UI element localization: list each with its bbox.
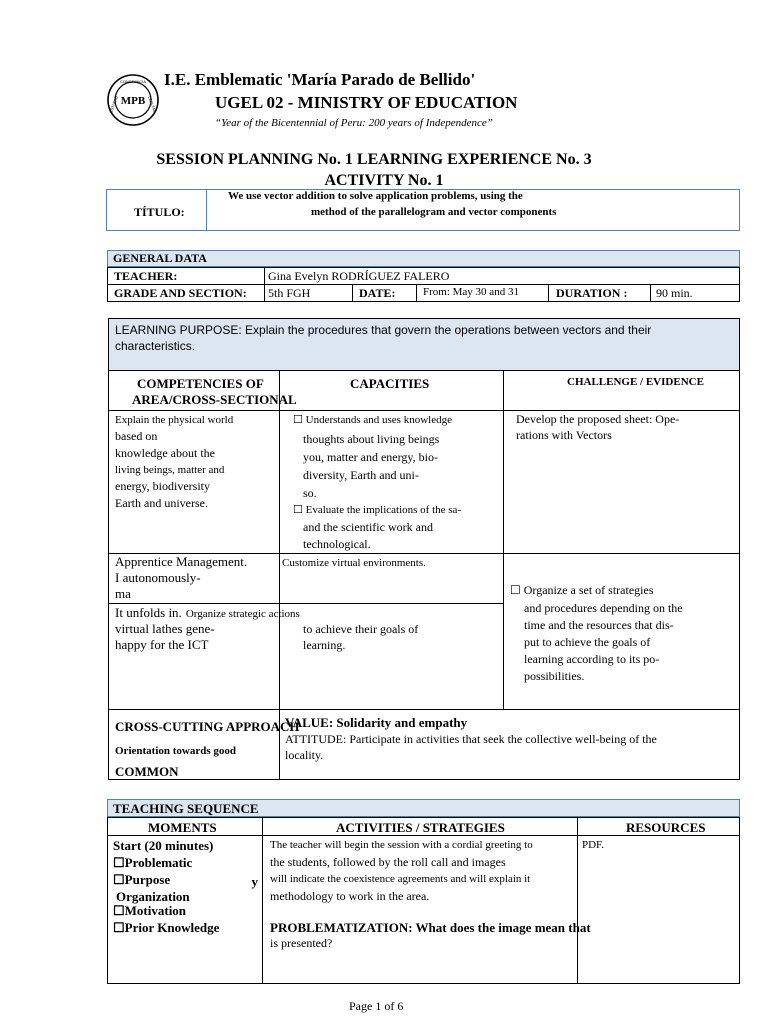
school-name: I.E. Emblematic 'María Parado de Bellido' — [164, 70, 476, 89]
row2-capacity: Customize virtual environments. — [282, 557, 426, 569]
grade-label: GRADE AND SECTION: — [114, 286, 247, 300]
activities-text: The teacher will begin the session with a cordial greeting to the students, followed by the roll call and images will indicate the coexistence agreements and will explain it methodology to work in the area. — [270, 839, 533, 903]
moments-list: Start (20 minutes) ☐Problematic ☐Purpose y Organization ☐Motivation ☐Prior Knowledge — [113, 838, 258, 935]
problematization-question-cont: is presented? — [270, 936, 333, 950]
row1-capacity-2-first: ☐ Evaluate the implications of the sa- — [293, 504, 462, 516]
row1-capacity-2: and the scientific work and technological. — [303, 520, 433, 551]
year-motto: “Year of the Bicentennial of Peru: 200 years of Independence” — [215, 117, 493, 129]
row3-competency: virtual lathes gene- happy for the ICT — [115, 621, 215, 652]
col-capacities: CAPACITIES — [350, 376, 430, 391]
ugel-title: UGEL 02 - MINISTRY OF EDUCATION — [215, 93, 518, 112]
titulo-line-1: We use vector addition to solve application problems, using the — [228, 190, 523, 202]
checkbox-icon: ☐ — [113, 872, 125, 887]
titulo-line-2: method of the parallelogram and vector components — [311, 206, 557, 218]
col-activities: ACTIVITIES / STRATEGIES — [336, 820, 505, 835]
resources-pdf: PDF. — [582, 839, 605, 851]
col-challenge: CHALLENGE / EVIDENCE — [567, 376, 704, 388]
general-data-heading: GENERAL DATA — [113, 251, 207, 265]
cross-cutting-label: CROSS-CUTTING APPROACH — [115, 719, 300, 734]
checkbox-icon: ☐ — [113, 903, 125, 918]
date-label: DATE: — [359, 286, 396, 300]
session-title: SESSION PLANNING No. 1 LEARNING EXPERIENCE No. 3 — [156, 151, 592, 168]
row3-competency-1: It unfolds in. Organize strategic actions — [115, 605, 300, 620]
duration-value: 90 min. — [656, 286, 693, 300]
col-moments: MOMENTS — [148, 820, 217, 835]
cross-cutting-common: COMMON — [115, 764, 179, 779]
cross-cutting-attitude-1: ATTITUDE: Participate in activities that seek the collective well-being of the — [285, 732, 657, 746]
row1-challenge: Develop the proposed sheet: Ope- rations with Vectors — [516, 412, 680, 442]
titulo-label: TÍTULO: — [134, 205, 185, 219]
cross-cutting-attitude-2: locality. — [285, 748, 324, 762]
grade-value: 5th FGH — [268, 286, 311, 300]
row1-capacity-1-first: ☐ Understands and uses knowledge — [293, 414, 452, 426]
cross-cutting-orientation: Orientation towards good — [115, 745, 236, 757]
checkbox-icon: ☐ — [293, 504, 303, 516]
svg-text:ESTUDIO: ESTUDIO — [108, 95, 119, 114]
row3-challenge: and procedures depending on the time and the resources that dis- put to achieve the goals of learning according to its po- possibilities. — [524, 601, 683, 683]
problematization-question: PROBLEMATIZATION: What does the image mean that — [270, 920, 591, 935]
checkbox-icon: ☐ — [293, 414, 303, 426]
date-value: From: May 30 and 31 — [423, 286, 519, 298]
row3-capacity: to achieve their goals of learning. — [303, 622, 419, 652]
row1-capacity-1: thoughts about living beings you, matter and energy, bio- diversity, Earth and uni- so. — [303, 432, 440, 500]
checkbox-icon: ☐ — [113, 920, 125, 935]
svg-text:CONSTANCIA: CONSTANCIA — [120, 79, 146, 84]
svg-text:MPB: MPB — [120, 95, 146, 107]
teacher-value: Gina Evelyn RODRÍGUEZ FALERO — [268, 269, 450, 283]
learning-purpose-line-2: characteristics. — [115, 339, 196, 353]
duration-label: DURATION : — [556, 286, 628, 300]
svg-text:LEALTAD: LEALTAD — [147, 95, 158, 114]
row2-competency: Apprentice Management. I autonomously- ma — [115, 554, 248, 601]
activity-title: ACTIVITY No. 1 — [324, 172, 444, 189]
col-competencies-1: COMPETENCIES OF — [137, 376, 264, 391]
page-number: Page 1 of 6 — [349, 999, 404, 1013]
teacher-label: TEACHER: — [114, 269, 178, 283]
cross-cutting-value: VALUE: Solidarity and empathy — [285, 715, 468, 730]
checkbox-icon: ☐ — [113, 855, 125, 870]
col-resources: RESOURCES — [626, 820, 706, 835]
col-competencies-2: AREA/CROSS-SECTIONAL — [132, 392, 297, 407]
checkbox-icon: ☐ — [510, 583, 521, 597]
school-seal-logo — [106, 73, 160, 127]
teaching-sequence-heading: TEACHING SEQUENCE — [113, 801, 259, 816]
learning-purpose-line-1: LEARNING PURPOSE: Explain the procedures that govern the operations between vectors and their — [115, 323, 652, 337]
row3-challenge-first: ☐ Organize a set of strategies — [510, 583, 654, 597]
row1-competency: Explain the physical world based on knowledge about the living beings, matter and energy, biodiversity Earth and universe. — [115, 414, 234, 510]
